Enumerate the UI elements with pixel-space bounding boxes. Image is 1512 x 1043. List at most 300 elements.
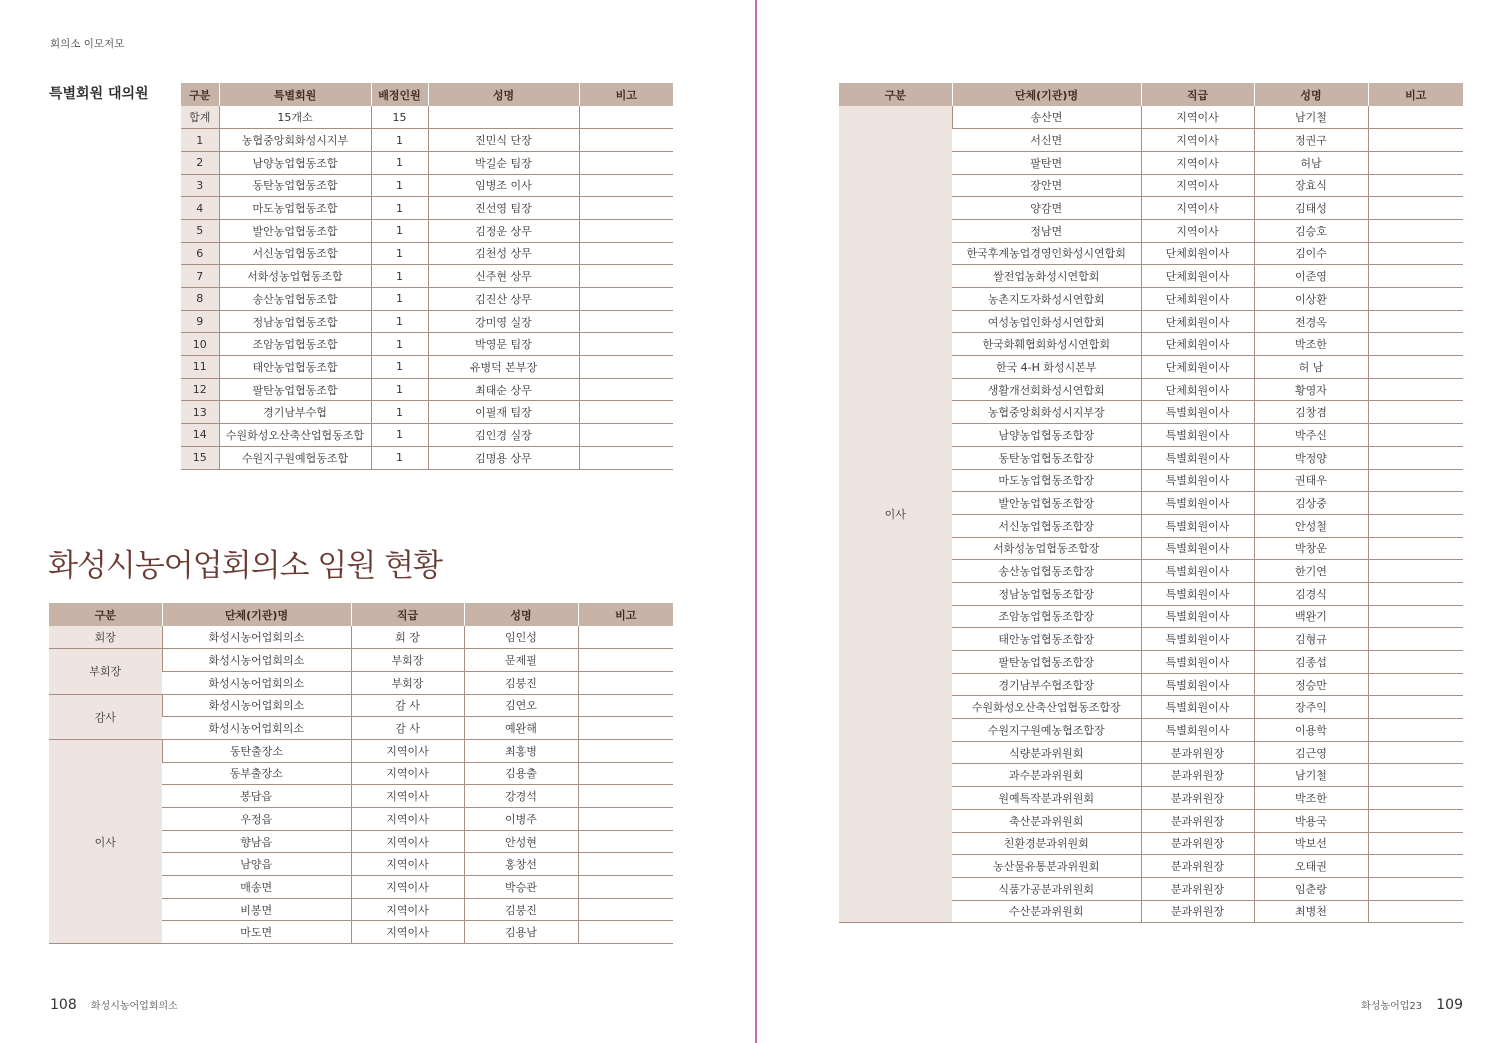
group-label-cell: 이사 <box>839 106 952 923</box>
table-cell <box>1368 492 1463 515</box>
table-cell: 단체회원이사 <box>1141 288 1254 311</box>
table-cell: 남양농업협동조합장 <box>952 424 1141 447</box>
table-cell: 태안농업협동조합 <box>219 356 371 379</box>
table-row <box>181 174 673 197</box>
table-cell <box>1368 809 1463 832</box>
table-cell: 태안농업협동조합장 <box>952 628 1141 651</box>
table-row <box>49 694 673 717</box>
table-cell: 진민식 단장 <box>428 129 579 152</box>
table-cell <box>579 106 673 129</box>
column-header: 비고 <box>578 603 673 626</box>
table-cell <box>579 129 673 152</box>
table-cell: 황영자 <box>1254 378 1368 401</box>
table-cell: 서신면 <box>952 129 1141 152</box>
table-cell <box>1368 356 1463 379</box>
table-cell: 단체회원이사 <box>1141 378 1254 401</box>
table-cell: 오태권 <box>1254 855 1368 878</box>
column-header: 성명 <box>464 603 578 626</box>
table-cell: 최태순 상무 <box>428 378 579 401</box>
table-cell <box>1368 560 1463 583</box>
table-cell: 송산농업협동조합장 <box>952 560 1141 583</box>
table-cell: 동탄출장소 <box>162 739 351 762</box>
table-cell: 지역이사 <box>351 739 464 762</box>
table-cell <box>1368 514 1463 537</box>
table-cell: 한기연 <box>1254 560 1368 583</box>
table-cell: 식량분과위원회 <box>952 741 1141 764</box>
table-cell <box>579 424 673 447</box>
table-cell: 지역이사 <box>1141 129 1254 152</box>
table-cell: 특별회원이사 <box>1141 492 1254 515</box>
table-cell <box>579 174 673 197</box>
table-cell: 1 <box>371 151 428 174</box>
table-row <box>181 446 673 469</box>
table-cell: 1 <box>371 333 428 356</box>
table-cell <box>579 288 673 311</box>
table-cell <box>578 876 673 899</box>
group-label-cell: 감사 <box>49 694 162 739</box>
table-cell: 지역이사 <box>351 876 464 899</box>
table-cell: 박보선 <box>1254 832 1368 855</box>
table-cell <box>578 785 673 808</box>
table-cell: 김용남 <box>464 921 578 944</box>
table-row <box>181 310 673 333</box>
table-cell: 원예특작분과위원회 <box>952 787 1141 810</box>
table-cell: 1 <box>371 197 428 220</box>
table-cell: 남양농업협동조합 <box>219 151 371 174</box>
table-cell: 김종섭 <box>1254 651 1368 674</box>
table-cell: 지역이사 <box>1141 106 1254 129</box>
table-cell: 매송면 <box>162 876 351 899</box>
table-cell <box>1368 265 1463 288</box>
table-cell <box>1368 219 1463 242</box>
table-cell: 15 <box>181 446 219 469</box>
table-cell: 유병덕 본부장 <box>428 356 579 379</box>
table-cell: 부회장 <box>351 671 464 694</box>
table-cell <box>1368 288 1463 311</box>
table-cell: 3 <box>181 174 219 197</box>
table-cell: 농촌지도자화성시연합회 <box>952 288 1141 311</box>
special-members-table <box>181 83 673 470</box>
officers-title: 화성시농어업회의소 임원 현황 <box>48 548 443 584</box>
special-members-label: 특별회원 대의원 <box>49 86 149 102</box>
table-cell: 화성시농어업회의소 <box>162 694 351 717</box>
table-cell: 분과위원장 <box>1141 900 1254 923</box>
table-cell: 신주현 상무 <box>428 265 579 288</box>
table-cell: 2 <box>181 151 219 174</box>
table-cell: 최병천 <box>1254 900 1368 923</box>
table-cell: 박길순 팀장 <box>428 151 579 174</box>
table-cell: 9 <box>181 310 219 333</box>
column-header: 직급 <box>1141 83 1254 106</box>
table-cell: 김상중 <box>1254 492 1368 515</box>
table-cell: 동탄농업협동조합 <box>219 174 371 197</box>
column-header: 구분 <box>181 83 219 106</box>
table-cell: 이용학 <box>1254 719 1368 742</box>
table-cell <box>1368 151 1463 174</box>
table-cell: 1 <box>371 129 428 152</box>
table-cell: 김인경 실장 <box>428 424 579 447</box>
table-cell: 김붕진 <box>464 898 578 921</box>
table-cell: 지역이사 <box>1141 219 1254 242</box>
table-cell: 1 <box>371 401 428 424</box>
table-cell: 정남면 <box>952 219 1141 242</box>
table-cell: 이병주 <box>464 808 578 831</box>
table-cell <box>1368 787 1463 810</box>
table-cell: 팔탄면 <box>952 151 1141 174</box>
table-cell <box>579 333 673 356</box>
table-cell: 지역이사 <box>351 853 464 876</box>
table-cell: 특별회원이사 <box>1141 651 1254 674</box>
table-cell: 8 <box>181 288 219 311</box>
column-header: 직급 <box>351 603 464 626</box>
table-cell: 임병조 이사 <box>428 174 579 197</box>
table-cell: 발안농업협동조합 <box>219 219 371 242</box>
table-cell: 김천성 상무 <box>428 242 579 265</box>
table-cell: 김진산 상무 <box>428 288 579 311</box>
table-row <box>49 739 673 762</box>
table-cell: 경기남부수협조합장 <box>952 673 1141 696</box>
table-cell: 동부출장소 <box>162 762 351 785</box>
table-cell <box>1368 673 1463 696</box>
table-cell <box>578 808 673 831</box>
table-row <box>181 197 673 220</box>
table-cell <box>1368 741 1463 764</box>
table-cell: 안성철 <box>1254 514 1368 537</box>
table-cell: 분과위원장 <box>1141 741 1254 764</box>
table-cell: 김정운 상무 <box>428 219 579 242</box>
table-cell: 김이수 <box>1254 242 1368 265</box>
table-cell <box>1368 628 1463 651</box>
table-cell: 지역이사 <box>351 830 464 853</box>
table-row <box>181 242 673 265</box>
table-cell: 문제필 <box>464 649 578 672</box>
table-cell <box>1368 855 1463 878</box>
table-cell: 발안농업협동조합장 <box>952 492 1141 515</box>
table-cell <box>578 762 673 785</box>
table-cell: 정승만 <box>1254 673 1368 696</box>
table-cell: 감 사 <box>351 694 464 717</box>
table-cell <box>579 446 673 469</box>
footer-text: 화성농어업23 <box>1361 1001 1423 1012</box>
table-cell: 1 <box>371 378 428 401</box>
table-cell <box>1368 174 1463 197</box>
table-row <box>181 265 673 288</box>
table-cell: 화성시농어업회의소 <box>162 649 351 672</box>
table-cell: 화성시농어업회의소 <box>162 626 351 649</box>
table-cell <box>579 242 673 265</box>
table-cell <box>578 921 673 944</box>
table-cell: 분과위원장 <box>1141 787 1254 810</box>
table-cell: 지역이사 <box>1141 174 1254 197</box>
table-cell <box>1368 310 1463 333</box>
table-cell <box>578 649 673 672</box>
table-cell: 김형규 <box>1254 628 1368 651</box>
table-cell: 1 <box>181 129 219 152</box>
table-cell <box>579 197 673 220</box>
table-cell: 합계 <box>181 106 219 129</box>
table-cell: 박조한 <box>1254 787 1368 810</box>
table-cell: 한국 4-H 화성시본부 <box>952 356 1141 379</box>
table-cell: 1 <box>371 446 428 469</box>
table-header-row <box>181 83 673 106</box>
table-cell: 남기철 <box>1254 106 1368 129</box>
table-cell: 전경옥 <box>1254 310 1368 333</box>
table-cell: 특별회원이사 <box>1141 673 1254 696</box>
page-number: 108 <box>50 997 77 1013</box>
footer-text: 화성시농어업회의소 <box>90 1001 178 1012</box>
table-cell: 단체회원이사 <box>1141 265 1254 288</box>
table-cell: 과수분과위원회 <box>952 764 1141 787</box>
table-cell: 장안면 <box>952 174 1141 197</box>
footer-left <box>50 997 178 1013</box>
table-cell: 특별회원이사 <box>1141 424 1254 447</box>
table-cell: 정남농업협동조합장 <box>952 582 1141 605</box>
table-cell: 분과위원장 <box>1141 855 1254 878</box>
table-cell: 한국후계농업경영인화성시연합회 <box>952 242 1141 265</box>
table-cell <box>578 717 673 740</box>
table-cell: 14 <box>181 424 219 447</box>
table-cell: 최홍병 <box>464 739 578 762</box>
table-cell <box>1368 129 1463 152</box>
footer-right <box>1361 997 1463 1013</box>
table-cell: 마도면 <box>162 921 351 944</box>
table-cell <box>1368 401 1463 424</box>
table-cell: 동탄농업협동조합장 <box>952 446 1141 469</box>
table-row <box>181 333 673 356</box>
table-cell: 10 <box>181 333 219 356</box>
table-row <box>181 356 673 379</box>
table-cell: 1 <box>371 174 428 197</box>
table-cell: 서신농업협동조합 <box>219 242 371 265</box>
table-cell: 수산분과위원회 <box>952 900 1141 923</box>
table-cell: 농협중앙회화성시지부장 <box>952 401 1141 424</box>
table-cell: 1 <box>371 265 428 288</box>
table-cell <box>1368 242 1463 265</box>
table-row <box>181 401 673 424</box>
table-cell: 양감면 <box>952 197 1141 220</box>
table-header-row <box>839 83 1463 106</box>
column-header: 성명 <box>428 83 579 106</box>
table-cell: 12 <box>181 378 219 401</box>
table-cell: 예완해 <box>464 717 578 740</box>
table-header-row <box>49 603 673 626</box>
table-cell: 마도농업협동조합 <box>219 197 371 220</box>
table-cell: 김연오 <box>464 694 578 717</box>
table-cell: 1 <box>371 219 428 242</box>
column-header: 구분 <box>49 603 162 626</box>
table-cell: 마도농업협동조합장 <box>952 469 1141 492</box>
table-cell: 한국화훼협회화성시연합회 <box>952 333 1141 356</box>
table-cell: 지역이사 <box>351 898 464 921</box>
table-cell: 특별회원이사 <box>1141 537 1254 560</box>
table-cell: 수원지구원예농협조합장 <box>952 719 1141 742</box>
group-label-cell: 이사 <box>49 739 162 943</box>
column-header: 단체(기관)명 <box>162 603 351 626</box>
table-cell: 특별회원이사 <box>1141 514 1254 537</box>
table-cell: 13 <box>181 401 219 424</box>
table-cell: 백완기 <box>1254 605 1368 628</box>
column-header: 단체(기관)명 <box>952 83 1141 106</box>
table-cell: 박영문 팀장 <box>428 333 579 356</box>
table-cell: 1 <box>371 242 428 265</box>
table-cell: 진선영 팀장 <box>428 197 579 220</box>
table-cell: 남기철 <box>1254 764 1368 787</box>
table-cell: 김경식 <box>1254 582 1368 605</box>
table-cell: 박조한 <box>1254 333 1368 356</box>
table-cell: 쌀전업농화성시연합회 <box>952 265 1141 288</box>
table-cell <box>1368 605 1463 628</box>
table-cell: 1 <box>371 288 428 311</box>
officers-table-right <box>839 83 1463 923</box>
table-cell: 분과위원장 <box>1141 764 1254 787</box>
table-cell: 특별회원이사 <box>1141 696 1254 719</box>
table-cell: 팔탄농업협동조합 <box>219 378 371 401</box>
page-number: 109 <box>1436 997 1463 1013</box>
table-cell: 수원화성오산축산업협동조합 <box>219 424 371 447</box>
table-cell: 단체회원이사 <box>1141 356 1254 379</box>
table-cell <box>1368 582 1463 605</box>
table-cell: 정남농업협동조합 <box>219 310 371 333</box>
table-cell: 친환경분과위원회 <box>952 832 1141 855</box>
table-cell <box>579 310 673 333</box>
table-cell: 박주신 <box>1254 424 1368 447</box>
table-cell: 허남 <box>1254 151 1368 174</box>
table-row <box>49 626 673 649</box>
table-cell: 지역이사 <box>1141 197 1254 220</box>
table-cell: 김승호 <box>1254 219 1368 242</box>
table-cell: 이상환 <box>1254 288 1368 311</box>
table-cell: 단체회원이사 <box>1141 333 1254 356</box>
table-cell: 김붕진 <box>464 671 578 694</box>
table-cell: 15개소 <box>219 106 371 129</box>
table-cell: 특별회원이사 <box>1141 605 1254 628</box>
table-cell <box>428 106 579 129</box>
table-cell: 박승관 <box>464 876 578 899</box>
table-cell <box>579 151 673 174</box>
group-label-cell: 회장 <box>49 626 162 649</box>
table-cell: 홍창선 <box>464 853 578 876</box>
table-cell: 김용출 <box>464 762 578 785</box>
table-cell: 화성시농어업회의소 <box>162 717 351 740</box>
table-cell <box>578 898 673 921</box>
column-header: 비고 <box>579 83 673 106</box>
table-cell: 특별회원이사 <box>1141 446 1254 469</box>
table-cell <box>578 739 673 762</box>
table-cell <box>1368 696 1463 719</box>
column-header: 배정인원 <box>371 83 428 106</box>
table-cell: 조암농업협동조합장 <box>952 605 1141 628</box>
table-cell <box>1368 537 1463 560</box>
table-cell: 우정읍 <box>162 808 351 831</box>
table-cell <box>579 356 673 379</box>
column-header: 비고 <box>1368 83 1463 106</box>
column-header: 성명 <box>1254 83 1368 106</box>
table-row <box>181 424 673 447</box>
table-cell: 7 <box>181 265 219 288</box>
table-cell: 박정양 <box>1254 446 1368 469</box>
table-cell: 회 장 <box>351 626 464 649</box>
table-cell: 지역이사 <box>1141 151 1254 174</box>
table-cell <box>1368 446 1463 469</box>
table-cell: 1 <box>371 310 428 333</box>
table-cell: 4 <box>181 197 219 220</box>
table-row <box>181 288 673 311</box>
table-cell <box>578 830 673 853</box>
table-cell: 팔탄농업협동조합장 <box>952 651 1141 674</box>
table-cell <box>578 694 673 717</box>
table-cell: 생활개선회화성시연합회 <box>952 378 1141 401</box>
table-cell: 정권구 <box>1254 129 1368 152</box>
table-row <box>181 106 673 129</box>
table-row <box>181 219 673 242</box>
table-cell: 식품가공분과위원회 <box>952 877 1141 900</box>
table-cell <box>1368 424 1463 447</box>
table-cell: 단체회원이사 <box>1141 310 1254 333</box>
table-cell: 농협중앙회화성시지부 <box>219 129 371 152</box>
table-cell: 농산물유통분과위원회 <box>952 855 1141 878</box>
running-header: 회의소 이모저모 <box>50 38 125 50</box>
table-cell: 축산분과위원회 <box>952 809 1141 832</box>
table-cell: 이준영 <box>1254 265 1368 288</box>
table-cell: 특별회원이사 <box>1141 469 1254 492</box>
table-cell: 15 <box>371 106 428 129</box>
table-cell: 부회장 <box>351 649 464 672</box>
table-cell: 분과위원장 <box>1141 809 1254 832</box>
table-cell: 분과위원장 <box>1141 877 1254 900</box>
table-cell: 장효식 <box>1254 174 1368 197</box>
table-cell: 김근영 <box>1254 741 1368 764</box>
table-cell: 송산면 <box>952 106 1141 129</box>
table-cell: 강미영 실장 <box>428 310 579 333</box>
table-cell <box>1368 900 1463 923</box>
table-cell: 지역이사 <box>351 808 464 831</box>
table-cell <box>1368 719 1463 742</box>
table-cell: 서화성농업협동조합장 <box>952 537 1141 560</box>
group-label-cell: 부회장 <box>49 649 162 694</box>
table-cell: 봉담읍 <box>162 785 351 808</box>
table-cell: 조암농업협동조합 <box>219 333 371 356</box>
table-cell <box>578 853 673 876</box>
table-cell <box>1368 469 1463 492</box>
table-cell: 1 <box>371 356 428 379</box>
table-cell: 여성농업인화성시연합회 <box>952 310 1141 333</box>
table-cell: 경기남부수협 <box>219 401 371 424</box>
table-cell: 송산농업협동조합 <box>219 288 371 311</box>
table-cell: 박창운 <box>1254 537 1368 560</box>
table-cell <box>579 265 673 288</box>
table-cell: 김창겸 <box>1254 401 1368 424</box>
table-cell: 장주익 <box>1254 696 1368 719</box>
table-cell <box>1368 764 1463 787</box>
table-cell: 남양읍 <box>162 853 351 876</box>
table-cell <box>1368 651 1463 674</box>
table-row <box>181 129 673 152</box>
table-cell: 특별회원이사 <box>1141 582 1254 605</box>
table-row <box>181 378 673 401</box>
table-cell: 지역이사 <box>351 785 464 808</box>
table-cell: 서신농업협동조합장 <box>952 514 1141 537</box>
table-cell: 서화성농업협동조합 <box>219 265 371 288</box>
table-cell <box>1368 877 1463 900</box>
table-cell: 박용국 <box>1254 809 1368 832</box>
table-cell: 이필재 팀장 <box>428 401 579 424</box>
table-row <box>181 151 673 174</box>
table-cell: 특별회원이사 <box>1141 719 1254 742</box>
table-cell: 화성시농어업회의소 <box>162 671 351 694</box>
table-cell: 강경석 <box>464 785 578 808</box>
table-cell: 김명용 상무 <box>428 446 579 469</box>
table-cell <box>578 626 673 649</box>
